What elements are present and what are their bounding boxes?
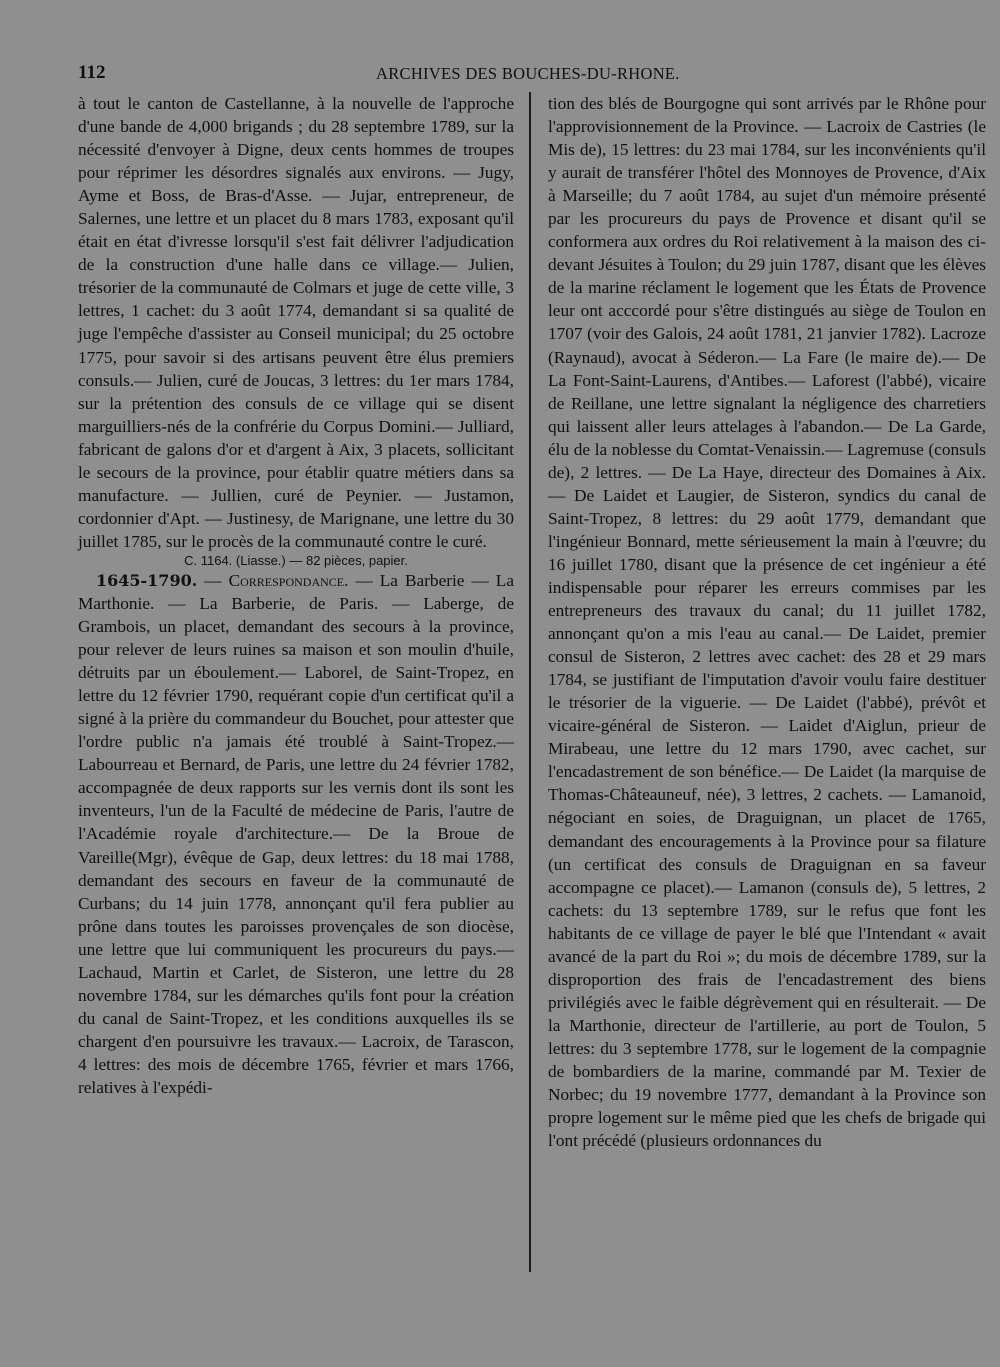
right-paragraph: tion des blés de Bourgogne qui sont arrivés par le Rhône pour l'approvisionnement de la Province. — Lacroix de Castries (le Mis de), 15 lettres: du 23 mai 1784, sur les inconvénients qu'il y aurait de transférer l'hôtel des Monnoyes de Provence, d'Aix à Marseille; du 7 août 1784, au sujet d'un mémoire présenté par les procureurs du pays de Provence et disant qu'il se conformera aux ordres du Roi relativement à la maison des ci-devant Jésuites à Toulon; du 29 juin 1787, disant que les élèves de la marine réclament le logement que les États de Provence leur ont acccordé pour s'être distingués au siège de Toulon en 1707 (voir des Galois, 24 août 1781, 21 janvier 1782). Lacroze (Raynaud), avocat à Séderon.— La Fare (le maire de).— De La Font-Saint-Laurens, d'Antibes.— Laforest (l'abbé), vicaire de Reillane, une lettre signalant la négligence des charretiers qui laissent aller leurs attelages à l'abandon.— De La Garde, élu de la noblesse du Comtat-Venaissin.— Lagremuse (consuls de), 2 lettres. — De La Haye, directeur des Domaines à Aix. — De Laidet et Laugier, de Sisteron, syndics du canal de Saint-Tropez, 8 lettres: du 29 août 1779, demandant que l'ingénieur Bonnard, mette sérieusement la main à l'œuvre; du 16 juillet 1780, disant que la présence de cet ingénieur a été indispensable pour réparer les erreurs commises par les entrepreneurs des travaux du canal; du 11 juillet 1782, annonçant qu'on a mis l'eau au canal.— De Laidet, premier consul de Sisteron, 2 lettres avec cachet: des 28 et 29 mars 1784, se justifiant de l'imputation d'avoir voulu faire destituer le trésorier de la viguerie. — De Laidet (l'abbé), prévôt et vicaire-général de Sisteron. — Laidet d'Aiglun, prieur de Mirabeau, une lettre du 12 mars 1790, avec cachet, sur l'encadastrement de son bénéfice.— De Laidet (la marquise de Thomas-Châteauneuf, née), 3 lettres, 2 cachets. — Lamanoid, négociant en soies, de Draguignan, un placet de 1765, demandant des encouragements à la Province pour sa filature (un certificat des consuls de Draguignan en sa faveur accompagne ce placet).— Lamanon (consuls de), 5 lettres, 2 cachets: du 13 septembre 1789, sur le refus que font les habitants de ce village de payer le blé que l'Intendant « avait avancé de la part du Roi »; du mois de décembre 1789, sur la disproportion des frais de l'encadastrement des biens privilégiés avec le faible dégrèvement qui en résulterait. — De la Marthonie, directeur de l'artillerie, au port de Toulon, 5 lettres: du 3 septembre 1778, sur le logement de la compagnie de bombardiers de la marine, commandé par M. Texier de Norbec; du 19 novembre 1777, demandant à la Province son propre logement sur le même pied que les chefs de brigade qui l'ont précédé (plusieurs ordonnances du: [548, 94, 986, 1151]
left-column: [78, 92, 514, 1099]
entry-text: — La Barberie — La Marthonie. — La Barberie, de Paris. — Laberge, de Grambois, un placet, demandant des secours à la province, pour relever de leurs ruines sa maison et son moulin d'huile, détruits par un éboulement.— Laborel, de Saint-Tropez, en lettre du 12 février 1790, requérant copie d'un certificat qu'il a signé à la prière du commandeur du Bouchet, pour attester que l'ordre public n'a jamais été troublé à Saint-Tropez.— Labourreau et Bernard, de Paris, une lettre du 24 février 1782, accompagnée de deux rapports sur les vernis dont ils sont les inventeurs, l'un de la Faculté de médecine de Paris, l'autre de l'Académie royale d'architecture.— De la Broue de Vareille(Mgr), évêque de Gap, deux lettres: du 18 mai 1788, demandant des secours en faveur de la communauté de Curbans; du 14 juin 1778, annonçant qu'il fera publier au prône dans toutes les paroisses provençales de son diocèse, une lettre que lui communiquent les procureurs du pays.— Lachaud, Martin et Carlet, de Sisteron, une lettre du 28 novembre 1784, sur les démarches qu'ils font pour la création du canal de Saint-Tropez, et les conditions auxquelles ils se chargent d'en poursuivre les travaux.— Lacroix, de Tarascon, 4 lettres: des mois de décembre 1765, février et mars 1766, relatives à l'expédi-: [78, 570, 514, 1097]
entry-label: Correspondance.: [228, 570, 349, 590]
entry-date-range: 1645-1790.: [96, 570, 198, 590]
page-header: [78, 62, 988, 88]
archive-cote: C. 1164. (Liasse.) — 82 pièces, papier.: [184, 552, 408, 568]
page-number: 112: [78, 62, 106, 83]
left-paragraph-continued: à tout le canton de Castellanne, à la nouvelle de l'approche d'une bande de 4,000 brigands ; du 28 septembre 1789, sur la nécessité d'envoyer à Digne, deux cents hommes de troupes pour réprimer les désordres signalés aux environs. — Jugy, Ayme et Boss, de Bras-d'Asse. — Jujar, entrepreneur, de Salernes, une lettre et un placet du 8 mars 1783, exposant qu'il était en état d'ivresse lorsqu'il s'est fait délivrer l'adjudication de la construction d'une halle dans ce village.— Julien, trésorier de la communauté de Colmars et juge de cette ville, 3 lettres, 1 cachet: du 3 août 1774, demandant si sa qualité de juge l'empêche d'assister au Conseil municipal; du 25 octobre 1775, pour savoir si des artisans peuvent être élus premiers consuls.— Julien, curé de Joucas, 3 lettres: du 1er mars 1784, sur la prétention des consuls de ce village qui se disent marguilliers-nés de la confrérie du Corpus Domini.— Julliard, fabricant de galons d'or et d'argent à Aix, 3 placets, sollicitant le secours de la province, pour établir quatre métiers dans sa manufacture. — Jullien, curé de Peynier. — Justamon, cordonnier d'Apt. — Justinesy, de Marignane, une lettre du 30 juillet 1785, sur le procès de la communauté contre le curé.: [78, 94, 514, 551]
running-title: ARCHIVES DES BOUCHES-DU-RHONE.: [376, 64, 680, 83]
column-divider: [529, 92, 531, 1272]
entry-paragraph: 1645-1790. — Correspondance. — La Barberie — La Marthonie. — La Barberie, de Paris. — Laberge, de Grambois, un placet, demandant des secours à la province, pour relever de leurs ruines sa maison et son moulin d'huile, détruits par un éboulement.— Laborel, de Saint-Tropez, en lettre du 12 février 1790, requérant copie d'un certificat qu'il a signé à la prière du commandeur du Bouchet, pour attester que l'ordre public n'a jamais été troublé à Saint-Tropez.— Labourreau et Bernard, de Paris, une lettre du 24 février 1782, accompagnée de deux rapports sur les vernis dont ils sont les inventeurs, l'un de la Faculté de médecine de Paris, l'autre de l'Académie royale d'architecture.— De la Broue de Vareille(Mgr), évêque de Gap, deux lettres: du 18 mai 1788, demandant des secours en faveur de la communauté de Curbans; du 14 juin 1778, annonçant qu'il fera publier au prône dans toutes les paroisses provençales de son diocèse, une lettre que lui communiquent les procureurs du pays.— Lachaud, Martin et Carlet, de Sisteron, une lettre du 28 novembre 1784, sur les démarches qu'ils font pour la création du canal de Saint-Tropez, et les conditions auxquelles ils se chargent d'en poursuivre les travaux.— Lacroix, de Tarascon, 4 lettres: des mois de décembre 1765, février et mars 1766, relatives à l'expédi-: [78, 570, 514, 1097]
right-column: [548, 92, 986, 1152]
